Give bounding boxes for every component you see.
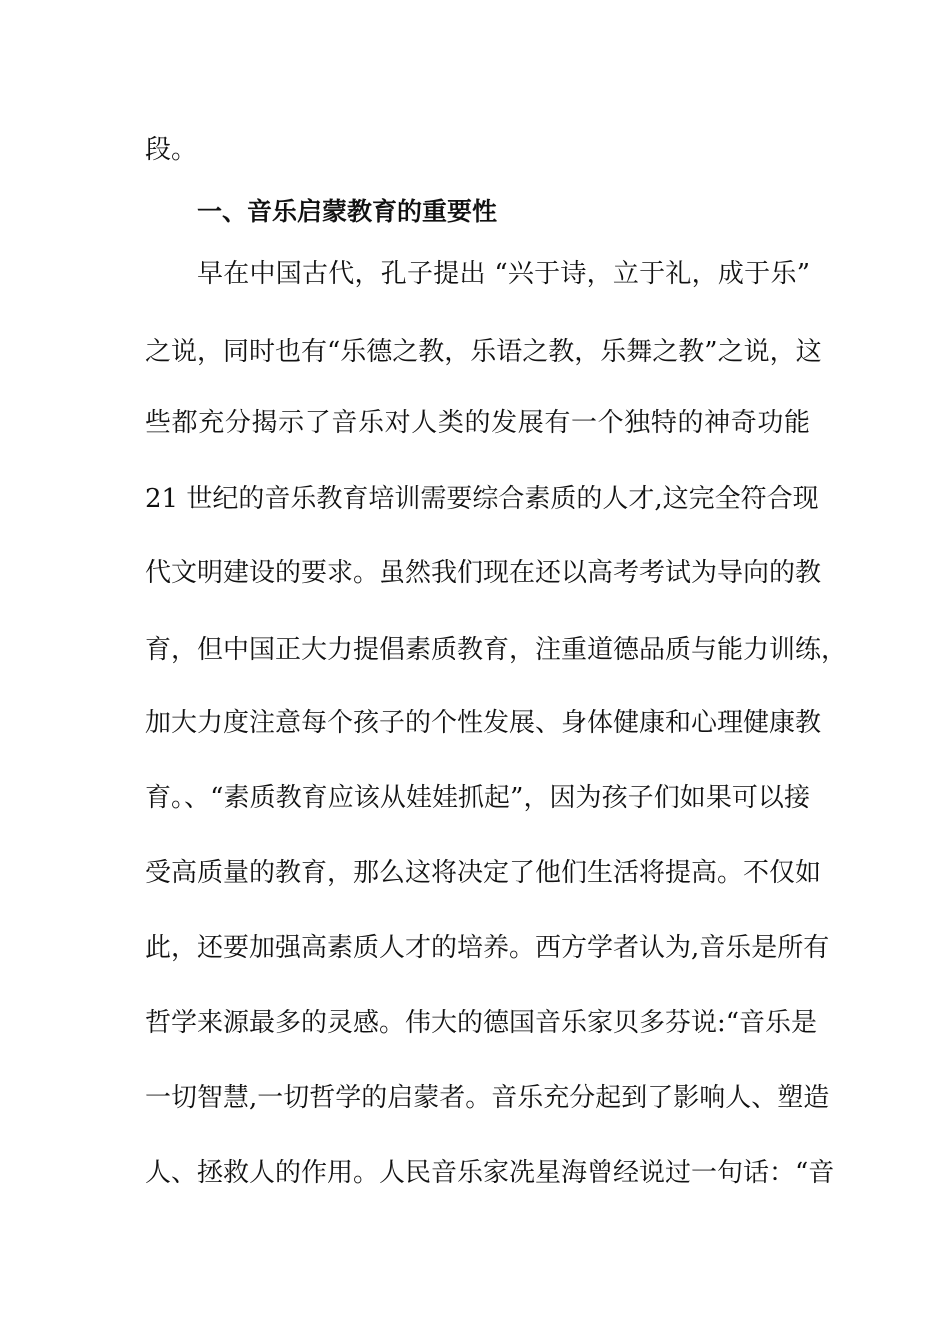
text-line-4: 些都充分揭示了音乐对人类的发展有一个独特的神奇功能 — [145, 408, 810, 438]
text-line-9: 育。、“素质教育应该从娃娃抓起”，因为孩子们如果可以接 — [145, 783, 810, 813]
section-heading: 一、音乐启蒙教育的重要性 — [197, 197, 498, 226]
text-line-5: 21 世纪的音乐教育培训需要综合素质的人才,这完全符合现 — [145, 484, 819, 514]
text-line-10: 受高质量的教育，那么这将决定了他们生活将提高。不仅如 — [145, 858, 822, 888]
text-line-8: 加大力度注意每个孩子的个性发展、身体健康和心理健康教 — [145, 708, 822, 738]
text-line-13: 一切智慧,一切哲学的启蒙者。音乐充分起到了影响人、塑造 — [145, 1083, 830, 1113]
text-line-3: 之说，同时也有“乐德之教，乐语之教，乐舞之教”之说，这 — [145, 337, 822, 367]
text-line-11: 此，还要加强高素质人才的培养。西方学者认为,音乐是所有 — [145, 933, 830, 963]
text-line-14: 人、拯救人的作用。人民音乐家冼星海曾经说过一句话：“音 — [145, 1158, 835, 1188]
text-line-1: 段。 — [145, 135, 198, 165]
text-line-6: 代文明建设的要求。虽然我们现在还以高考考试为导向的教 — [145, 558, 822, 588]
text-line-7: 育，但中国正大力提倡素质教育，注重道德品质与能力训练， — [145, 635, 848, 665]
text-line-2: 早在中国古代，孔子提出 “兴于诗，立于礼，成于乐” — [197, 259, 810, 289]
text-line-12: 哲学来源最多的灵感。伟大的德国音乐家贝多芬说:“音乐是 — [145, 1008, 818, 1038]
